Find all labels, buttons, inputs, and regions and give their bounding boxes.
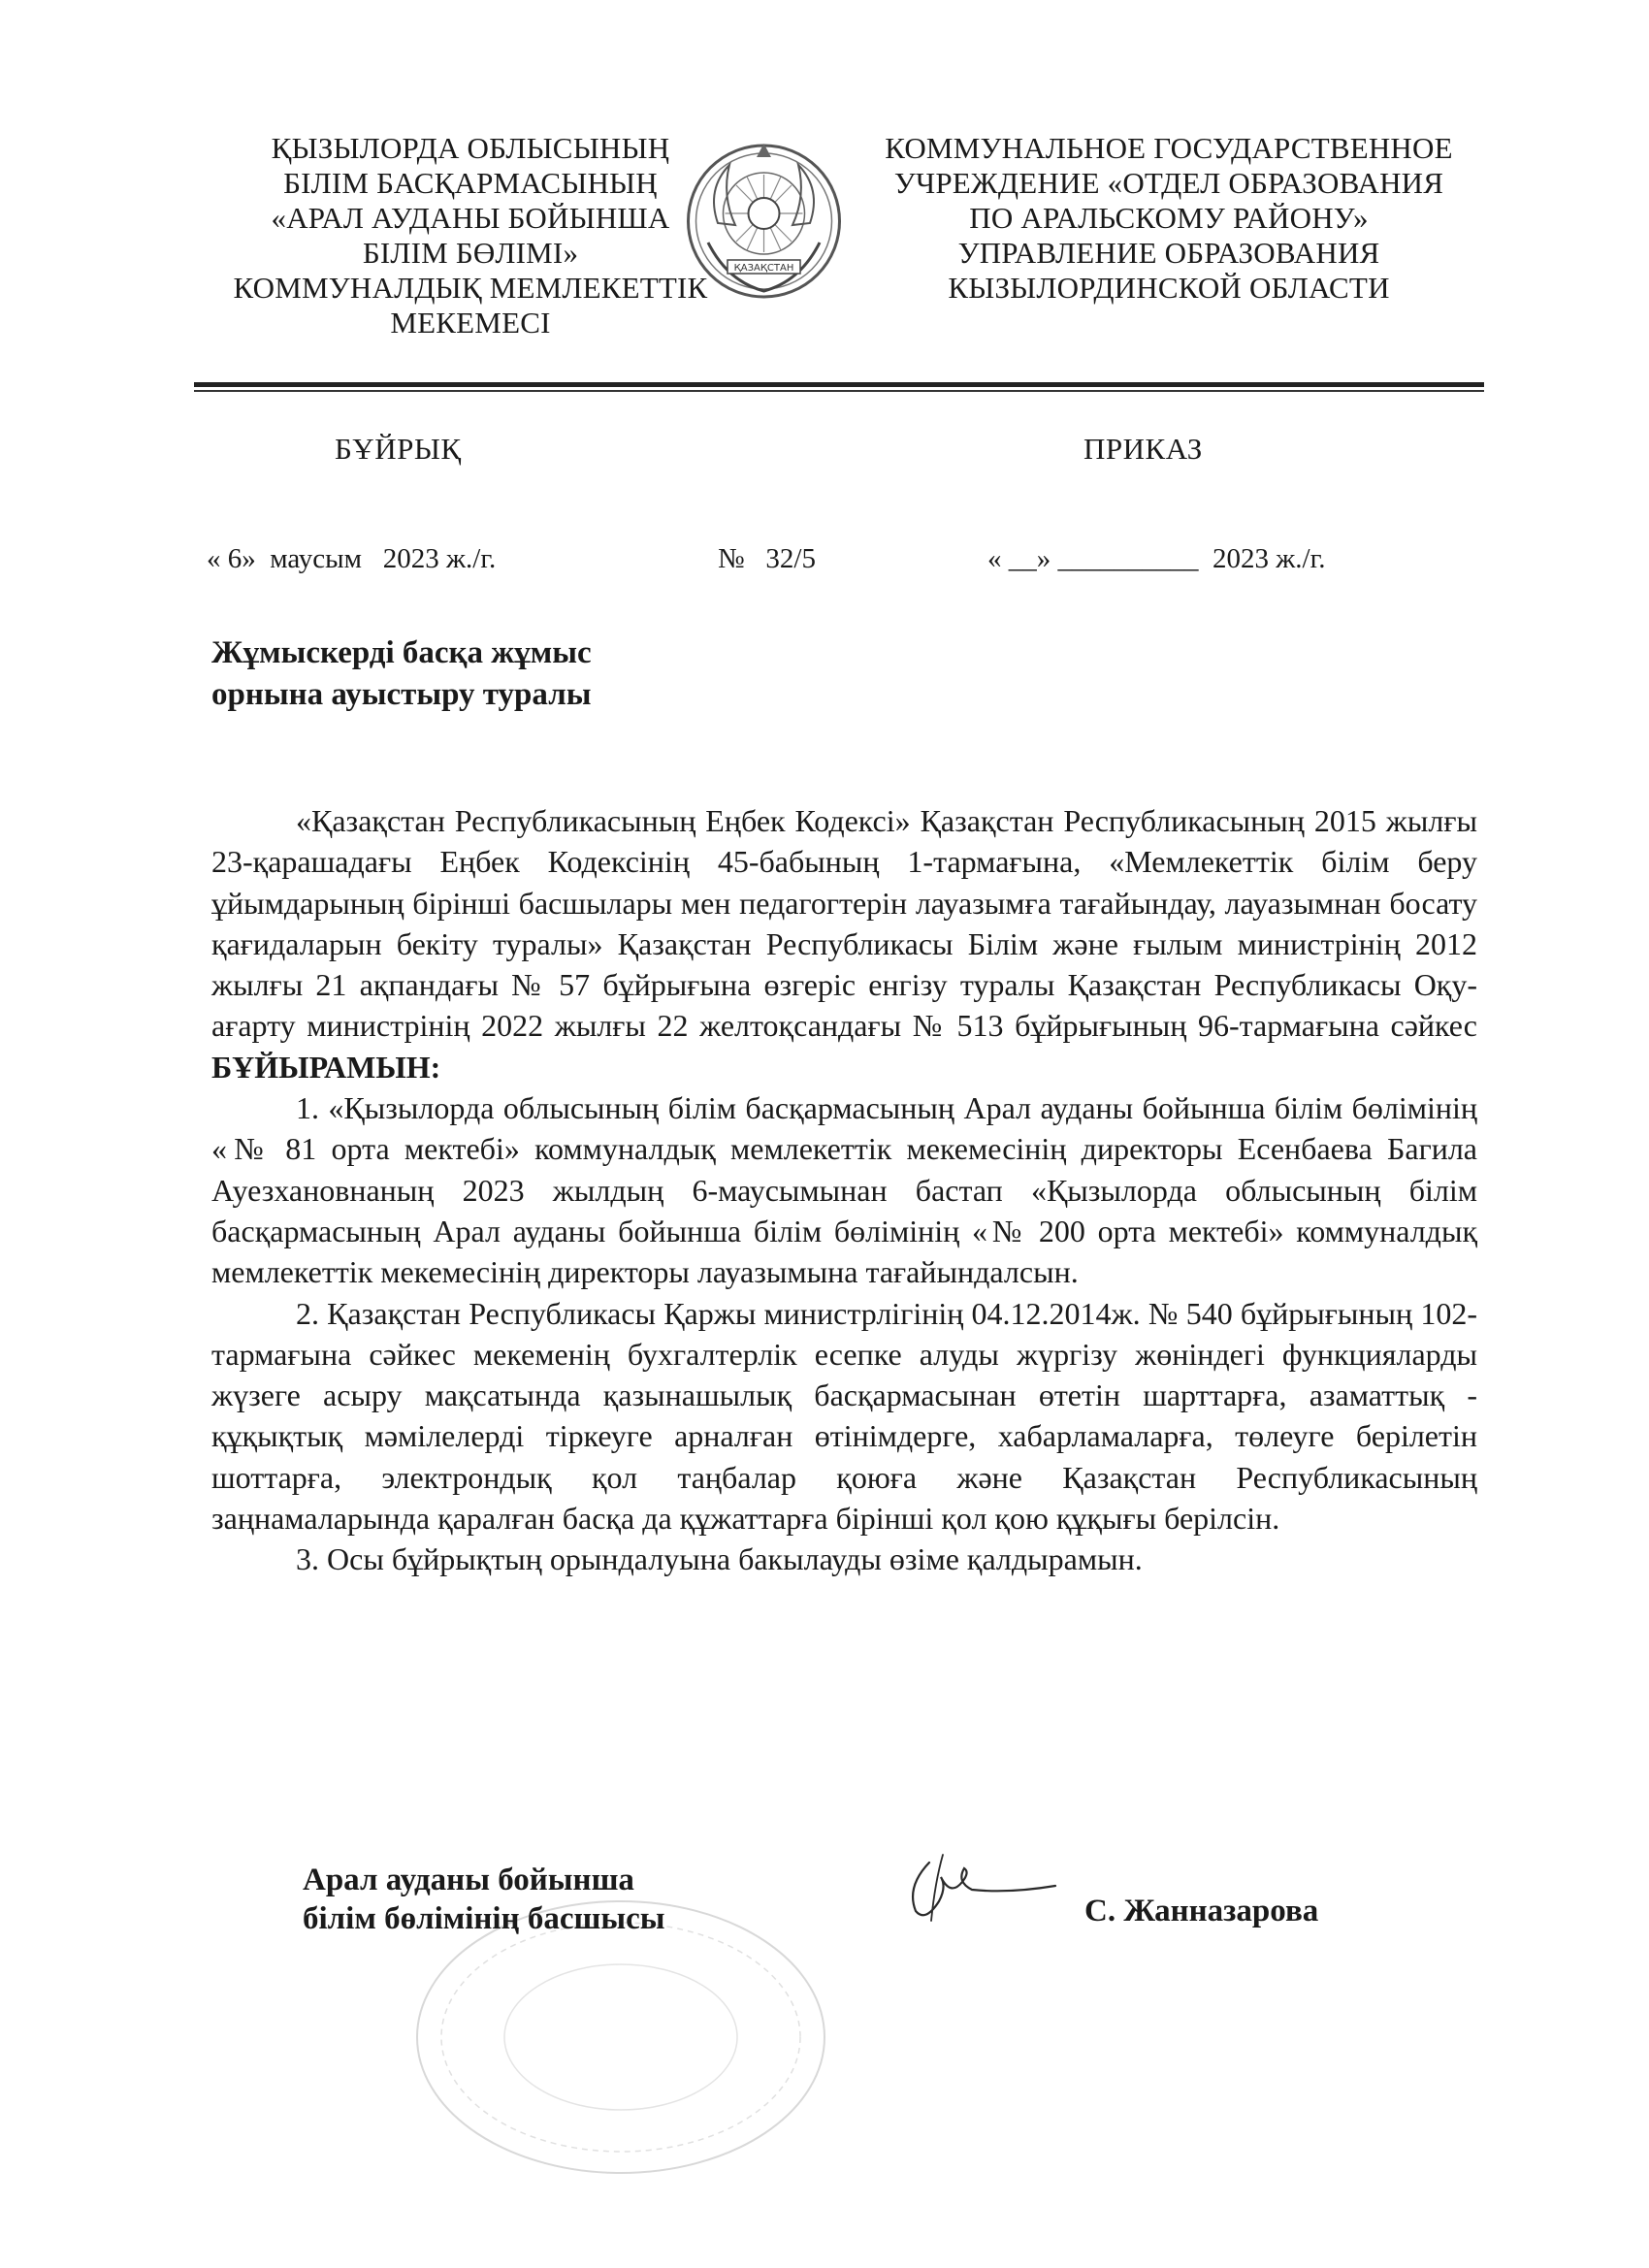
subject-line: Жұмыскерді басқа жұмыс	[211, 635, 592, 670]
document-type-kazakh: БҰЙРЫҚ	[335, 432, 462, 466]
header-left-line: ҚЫЗЫЛОРДА ОБЛЫСЫНЫҢ	[271, 131, 670, 165]
header-divider-thin	[194, 390, 1484, 392]
signatory-name: С. Жанназарова	[1084, 1894, 1319, 1928]
preamble-text: «Қазақстан Республикасының Еңбек Кодексі» Қазақстан Республикасының 2015 жылғы 23-қарашадағы Еңбек Кодексінің 45-бабының 1-тармағына, «Мемлекеттік білім беру ұйымдарының бірінші басшылары мен педагогтерін лауазымға тағайындау, лауазымнан босату қағидаларын бекіту туралы» Қазақстан Республикасы Білім және ғылым министрінің 2012 жылғы 21 ақпандағы № 57 бұйрығына өзгеріс енгізу туралы Қазақстан Республикасы Оқу-ағарту министрінің 2022 жылғы 22 желтоқсандағы № 513 бұйрығының 96-тармағына сәйкес	[211, 803, 1477, 1044]
subject-line: орнына ауыстыру туралы	[211, 677, 592, 712]
order-item-3: 3. Осы бұйрықтың орындалуына бакылауды өзіме қалдырамын.	[296, 1541, 1143, 1577]
header-left-line: «АРАЛ АУДАНЫ БОЙЫНША	[271, 201, 670, 235]
header-right-line: КЫЗЫЛОРДИНСКОЙ ОБЛАСТИ	[948, 271, 1390, 305]
order-date-blank: « __» __________ 2023 ж./г.	[987, 543, 1326, 574]
order-word: БҰЙЫРАМЫН:	[211, 1049, 441, 1085]
header-right-line: ПО АРАЛЬСКОМУ РАЙОНУ»	[969, 201, 1369, 235]
header-left-line: МЕКЕМЕСІ	[390, 306, 551, 340]
order-date: « 6» маусым 2023 ж./г.	[207, 543, 497, 574]
header-left-line: КОММУНАЛДЫҚ МЕМЛЕКЕТТІК	[233, 271, 708, 305]
header-right-line: УПРАВЛЕНИЕ ОБРАЗОВАНИЯ	[957, 236, 1380, 270]
order-number: № 32/5	[718, 543, 816, 574]
order-item-2: 2. Қазақстан Республикасы Қаржы министрлігінің 04.12.2014ж. № 540 бұйрығының 102-тармағына сәйкес мекеменің бухгалтерлік есепке алуды жүргізу жөніндегі функцияларды жүзеге асыру мақсатында қазынашылық басқармасынан өтетін шарттарға, азаматтық - құқықтық мәмілелерді тіркеуге арналған өтінімдерге, хабарламаларға, төлеуге берілетін шоттарға, электрондық қол таңбалар қоюға және Қазақстан Республикасының заңнамаларында қаралған басқа да құжаттарға бірінші қол қою құқығы берілсін.	[211, 1295, 1477, 1537]
header-kazakh-organization	[199, 131, 742, 340]
handwritten-signature-icon	[892, 1843, 1067, 1930]
order-subject	[211, 632, 793, 716]
emblem-text: ҚАЗАҚСТАН	[733, 263, 794, 274]
signatory-title-line: білім бөлімінің басшысы	[303, 1901, 665, 1936]
header-left-line: БІЛІМ БӨЛІМІ»	[362, 236, 579, 270]
signatory-title	[303, 1861, 665, 1938]
header-divider-thick	[194, 382, 1484, 387]
header-russian-organization	[854, 131, 1484, 306]
header-right-line: УЧРЕЖДЕНИЕ «ОТДЕЛ ОБРАЗОВАНИЯ	[893, 166, 1444, 200]
signatory-title-line: Арал ауданы бойынша	[303, 1863, 634, 1897]
state-emblem-icon	[679, 136, 849, 320]
order-item-1: 1. «Қызылорда облысының білім басқармасының Арал ауданы бойынша білім бөлімінің «№ 81 орта мектебі» коммуналдық мемлекеттік мекемесінің директоры Есенбаева Багила Ауезхановнаның 2023 жылдың 6-маусымынан бастап «Қызылорда облысының білім басқармасының Арал ауданы бойынша білім бөлімінің «№ 200 орта мектебі» коммуналдық мемлекеттік мекемесінің директоры лауазымына тағайындалсын.	[211, 1090, 1477, 1290]
header-right-line: КОММУНАЛЬНОЕ ГОСУДАРСТВЕННОЕ	[885, 131, 1453, 165]
preamble-paragraph	[211, 800, 1477, 1087]
order-body	[211, 800, 1477, 1580]
header-left-line: БІЛІМ БАСҚАРМАСЫНЫҢ	[283, 166, 658, 200]
document-type-russian: ПРИКАЗ	[1083, 432, 1203, 466]
